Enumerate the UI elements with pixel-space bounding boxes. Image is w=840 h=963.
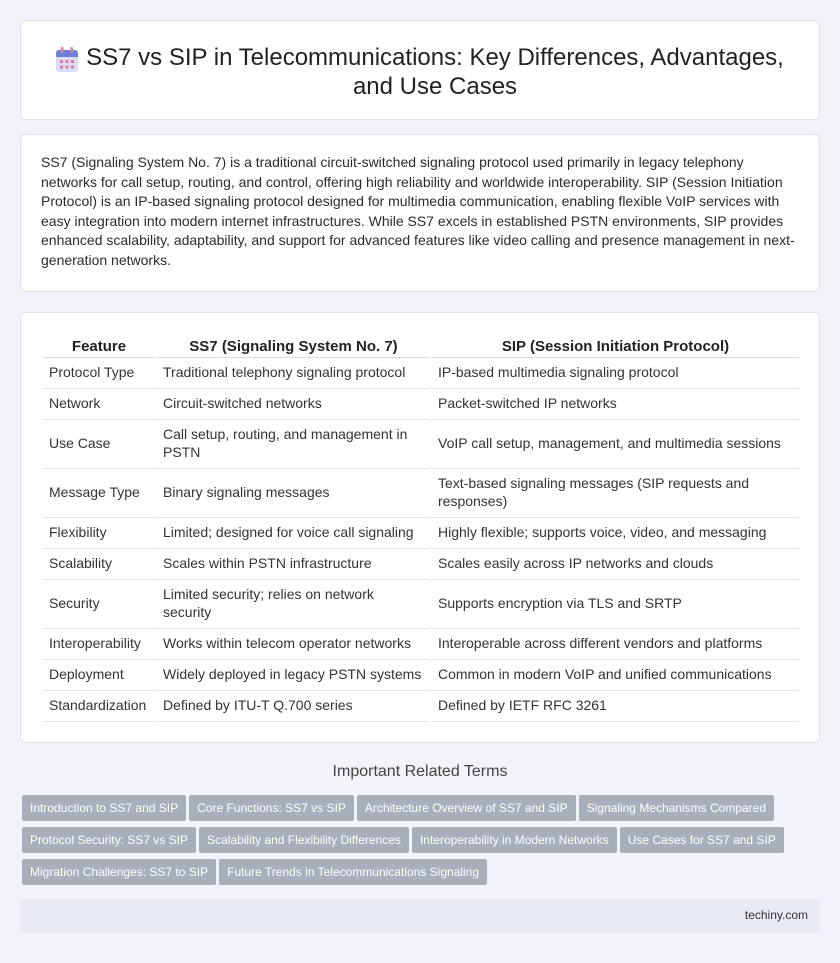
feature-cell: Flexibility [43, 517, 156, 548]
sip-cell: Scales easily across IP networks and clouds [431, 548, 799, 579]
table-row [43, 357, 799, 388]
feature-cell: Protocol Type [43, 357, 156, 388]
related-term-tag[interactable]: Architecture Overview of SS7 and SIP [357, 795, 576, 821]
feature-cell: Security [43, 579, 156, 628]
feature-cell: Interoperability [43, 628, 156, 659]
footer-site-link[interactable]: techiny.com [744, 908, 808, 922]
table-row [43, 628, 799, 659]
sip-cell: Interoperable across different vendors and platforms [431, 628, 799, 659]
ss7-cell: Traditional telephony signaling protocol [156, 357, 431, 388]
related-term-tag[interactable]: Introduction to SS7 and SIP [22, 795, 186, 821]
table-row [43, 468, 799, 517]
sip-cell: Packet-switched IP networks [431, 388, 799, 419]
feature-cell: Standardization [43, 690, 156, 721]
related-term-tag[interactable]: Scalability and Flexibility Differences [199, 827, 409, 853]
page-title: SS7 vs SIP in Telecommunications: Key Differences, Advantages, and Use Cases [86, 44, 784, 100]
related-terms-list [22, 795, 802, 891]
related-term-tag[interactable]: Core Functions: SS7 vs SIP [189, 795, 354, 821]
ss7-cell: Scales within PSTN infrastructure [156, 548, 431, 579]
sip-cell: Common in modern VoIP and unified communications [431, 659, 799, 690]
related-term-tag[interactable]: Interoperability in Modern Networks [412, 827, 617, 853]
related-term-tag[interactable]: Use Cases for SS7 and SIP [620, 827, 784, 853]
intro-paragraph: SS7 (Signaling System No. 7) is a traditional circuit-switched signaling protocol used primarily in legacy telephony networks for call setup, routing, and control, offering high reliability and worldwide interoperability. SIP (Session Initiation Protocol) is an IP-based signaling protocol designed for multimedia communication, enabling flexible VoIP services with easy integration into modern internet infrastructures. While SS7 excels in established PSTN environments, SIP provides enhanced scalability, adaptability, and support for advanced features like video calling and presence management in next-generation networks. [41, 154, 795, 268]
ss7-cell: Call setup, routing, and management in PSTN [156, 419, 431, 468]
table-row [43, 388, 799, 419]
table-header-row [43, 333, 799, 357]
intro-card [20, 134, 820, 292]
related-terms-heading: Important Related Terms [332, 763, 508, 780]
table-row [43, 579, 799, 628]
sip-cell: Supports encryption via TLS and SRTP [431, 579, 799, 628]
feature-cell: Use Case [43, 419, 156, 468]
header-ss7: SS7 (Signaling System No. 7) [156, 333, 431, 357]
ss7-cell: Limited security; relies on network security [156, 579, 431, 628]
sip-cell: Highly flexible; supports voice, video, and messaging [431, 517, 799, 548]
sip-cell: VoIP call setup, management, and multimedia sessions [431, 419, 799, 468]
footer [20, 899, 820, 933]
ss7-cell: Defined by ITU-T Q.700 series [156, 690, 431, 721]
feature-cell: Deployment [43, 659, 156, 690]
table-row [43, 517, 799, 548]
sip-cell: Text-based signaling messages (SIP requests and responses) [431, 468, 799, 517]
sip-cell: IP-based multimedia signaling protocol [431, 357, 799, 388]
related-term-tag[interactable]: Protocol Security: SS7 vs SIP [22, 827, 196, 853]
comparison-table [43, 333, 799, 722]
feature-cell: Network [43, 388, 156, 419]
header-sip: SIP (Session Initiation Protocol) [431, 333, 799, 357]
header-feature: Feature [43, 333, 156, 357]
feature-cell: Message Type [43, 468, 156, 517]
ss7-cell: Binary signaling messages [156, 468, 431, 517]
table-row [43, 548, 799, 579]
ss7-cell: Works within telecom operator networks [156, 628, 431, 659]
sip-cell: Defined by IETF RFC 3261 [431, 690, 799, 721]
ss7-cell: Limited; designed for voice call signaling [156, 517, 431, 548]
related-term-tag[interactable]: Migration Challenges: SS7 to SIP [22, 859, 216, 885]
ss7-cell: Widely deployed in legacy PSTN systems [156, 659, 431, 690]
feature-cell: Scalability [43, 548, 156, 579]
related-term-tag[interactable]: Future Trends in Telecommunications Signaling [219, 859, 487, 885]
comparison-card [20, 312, 820, 743]
table-row [43, 659, 799, 690]
table-row [43, 690, 799, 721]
table-row [43, 419, 799, 468]
related-term-tag[interactable]: Signaling Mechanisms Compared [579, 795, 774, 821]
ss7-cell: Circuit-switched networks [156, 388, 431, 419]
title-card [20, 20, 820, 120]
